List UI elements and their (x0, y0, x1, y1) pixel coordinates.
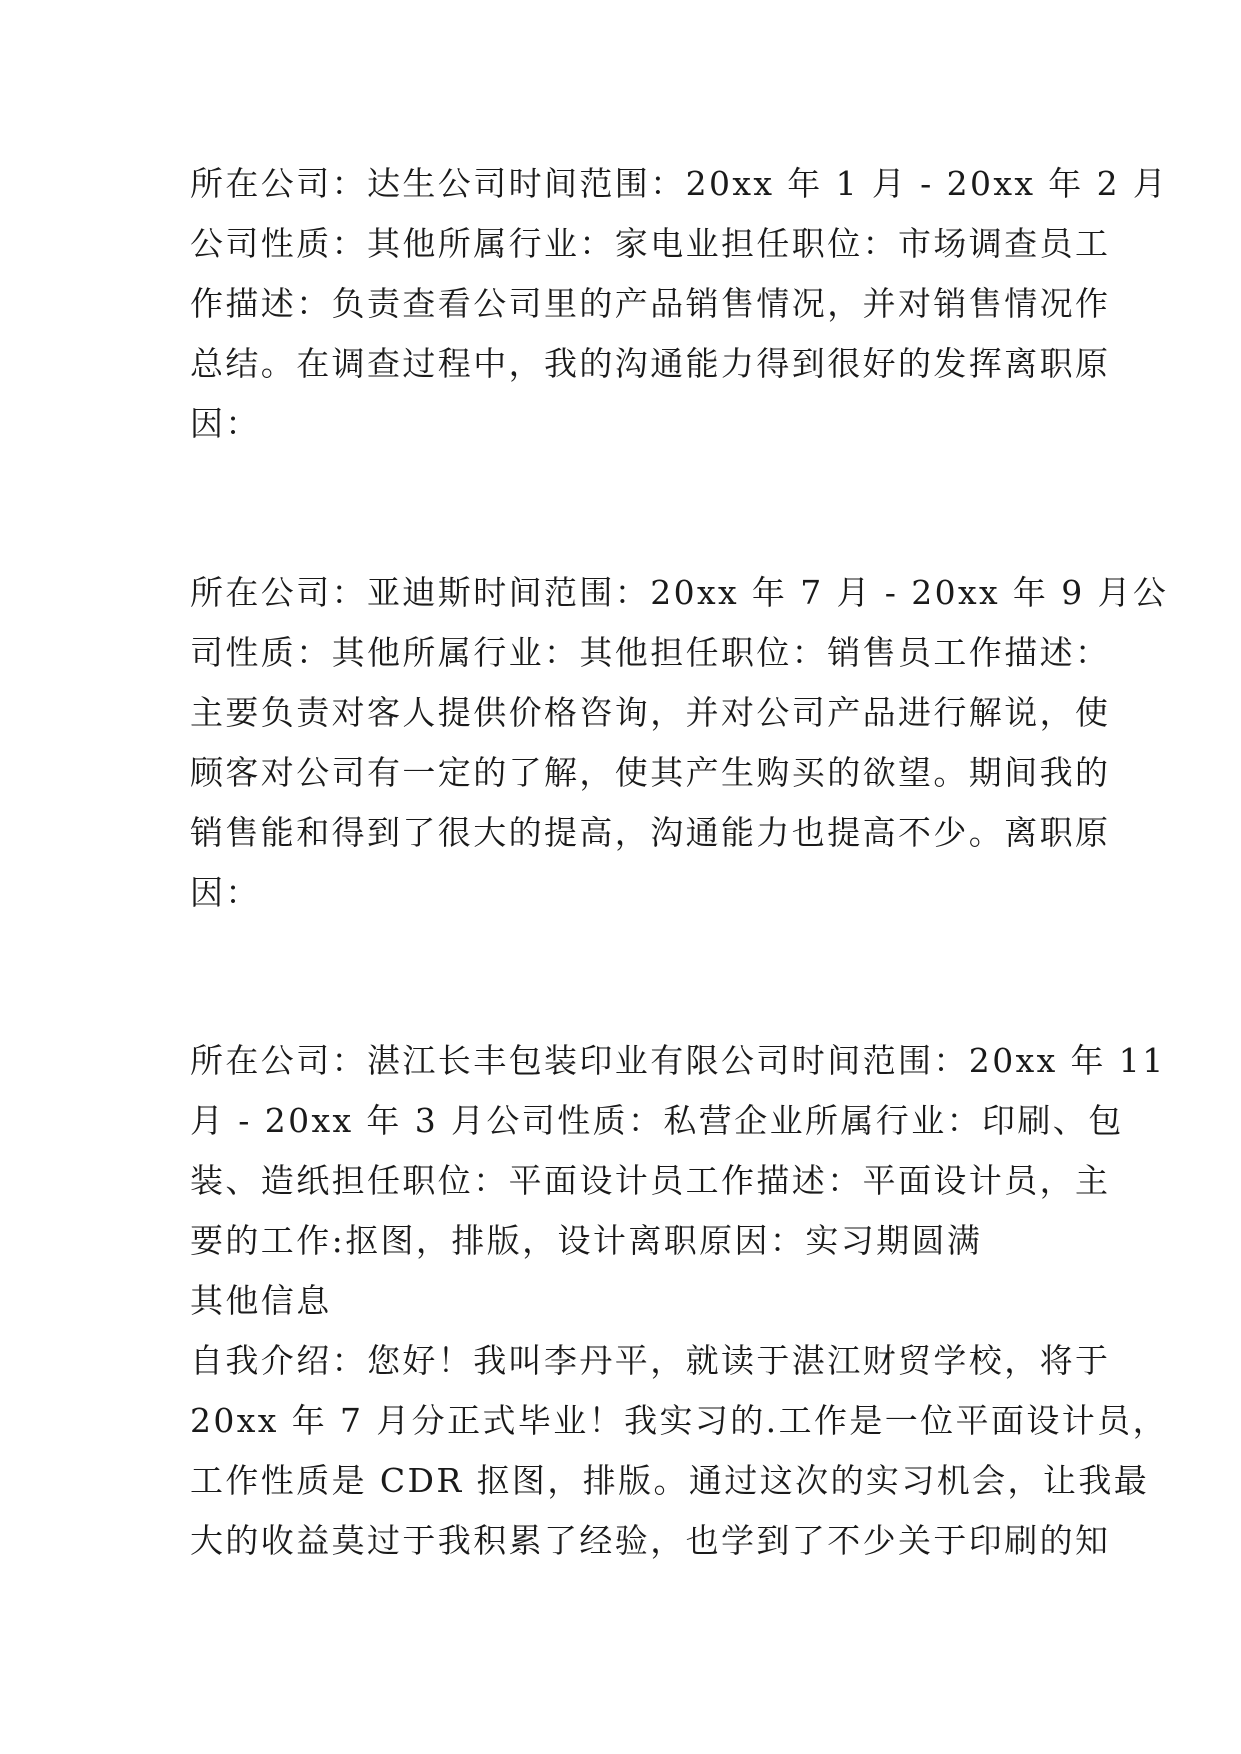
text-line: 总结。在调查过程中，我的沟通能力得到很好的发挥离职原 (190, 344, 1111, 383)
text-line: 自我介绍：您好！我叫李丹平，就读于湛江财贸学校，将于 (190, 1341, 1111, 1380)
text-line: 要的工作:抠图，排版，设计离职原因：实习期圆满 (190, 1221, 983, 1260)
work-experience-entry (190, 1031, 1168, 1571)
text-line: 顾客对公司有一定的了解，使其产生购买的欲望。期间我的 (190, 753, 1111, 792)
section-heading-other-info: 其他信息 (190, 1281, 332, 1320)
work-experience-entry (190, 563, 1169, 923)
work-experience-entry (190, 154, 1169, 454)
text-line: 所在公司：达生公司时间范围：20xx 年 1 月 - 20xx 年 2 月 (190, 164, 1169, 203)
text-line: 公司性质：其他所属行业：家电业担任职位：市场调查员工 (190, 224, 1111, 263)
text-line: 作描述：负责查看公司里的产品销售情况，并对销售情况作 (190, 284, 1111, 323)
text-line: 装、造纸担任职位：平面设计员工作描述：平面设计员，主 (190, 1161, 1111, 1200)
text-line: 销售能和得到了很大的提高，沟通能力也提高不少。离职原 (190, 813, 1111, 852)
text-line: 司性质：其他所属行业：其他担任职位：销售员工作描述： (190, 633, 1111, 672)
text-line: 月 - 20xx 年 3 月公司性质：私营企业所属行业：印刷、包 (190, 1101, 1124, 1140)
text-line: 大的收益莫过于我积累了经验，也学到了不少关于印刷的知 (190, 1521, 1111, 1560)
text-line: 因： (190, 873, 261, 912)
text-line: 主要负责对客人提供价格咨询，并对公司产品进行解说，使 (190, 693, 1111, 732)
text-line: 所在公司：湛江长丰包装印业有限公司时间范围：20xx 年 11 (190, 1041, 1166, 1080)
text-line: 工作性质是 CDR 抠图，排版。通过这次的实习机会，让我最 (190, 1461, 1150, 1500)
text-line: 因： (190, 404, 261, 443)
text-line: 20xx 年 7 月分正式毕业！我实习的.工作是一位平面设计员， (190, 1401, 1168, 1440)
text-line: 所在公司：亚迪斯时间范围：20xx 年 7 月 - 20xx 年 9 月公 (190, 573, 1169, 612)
